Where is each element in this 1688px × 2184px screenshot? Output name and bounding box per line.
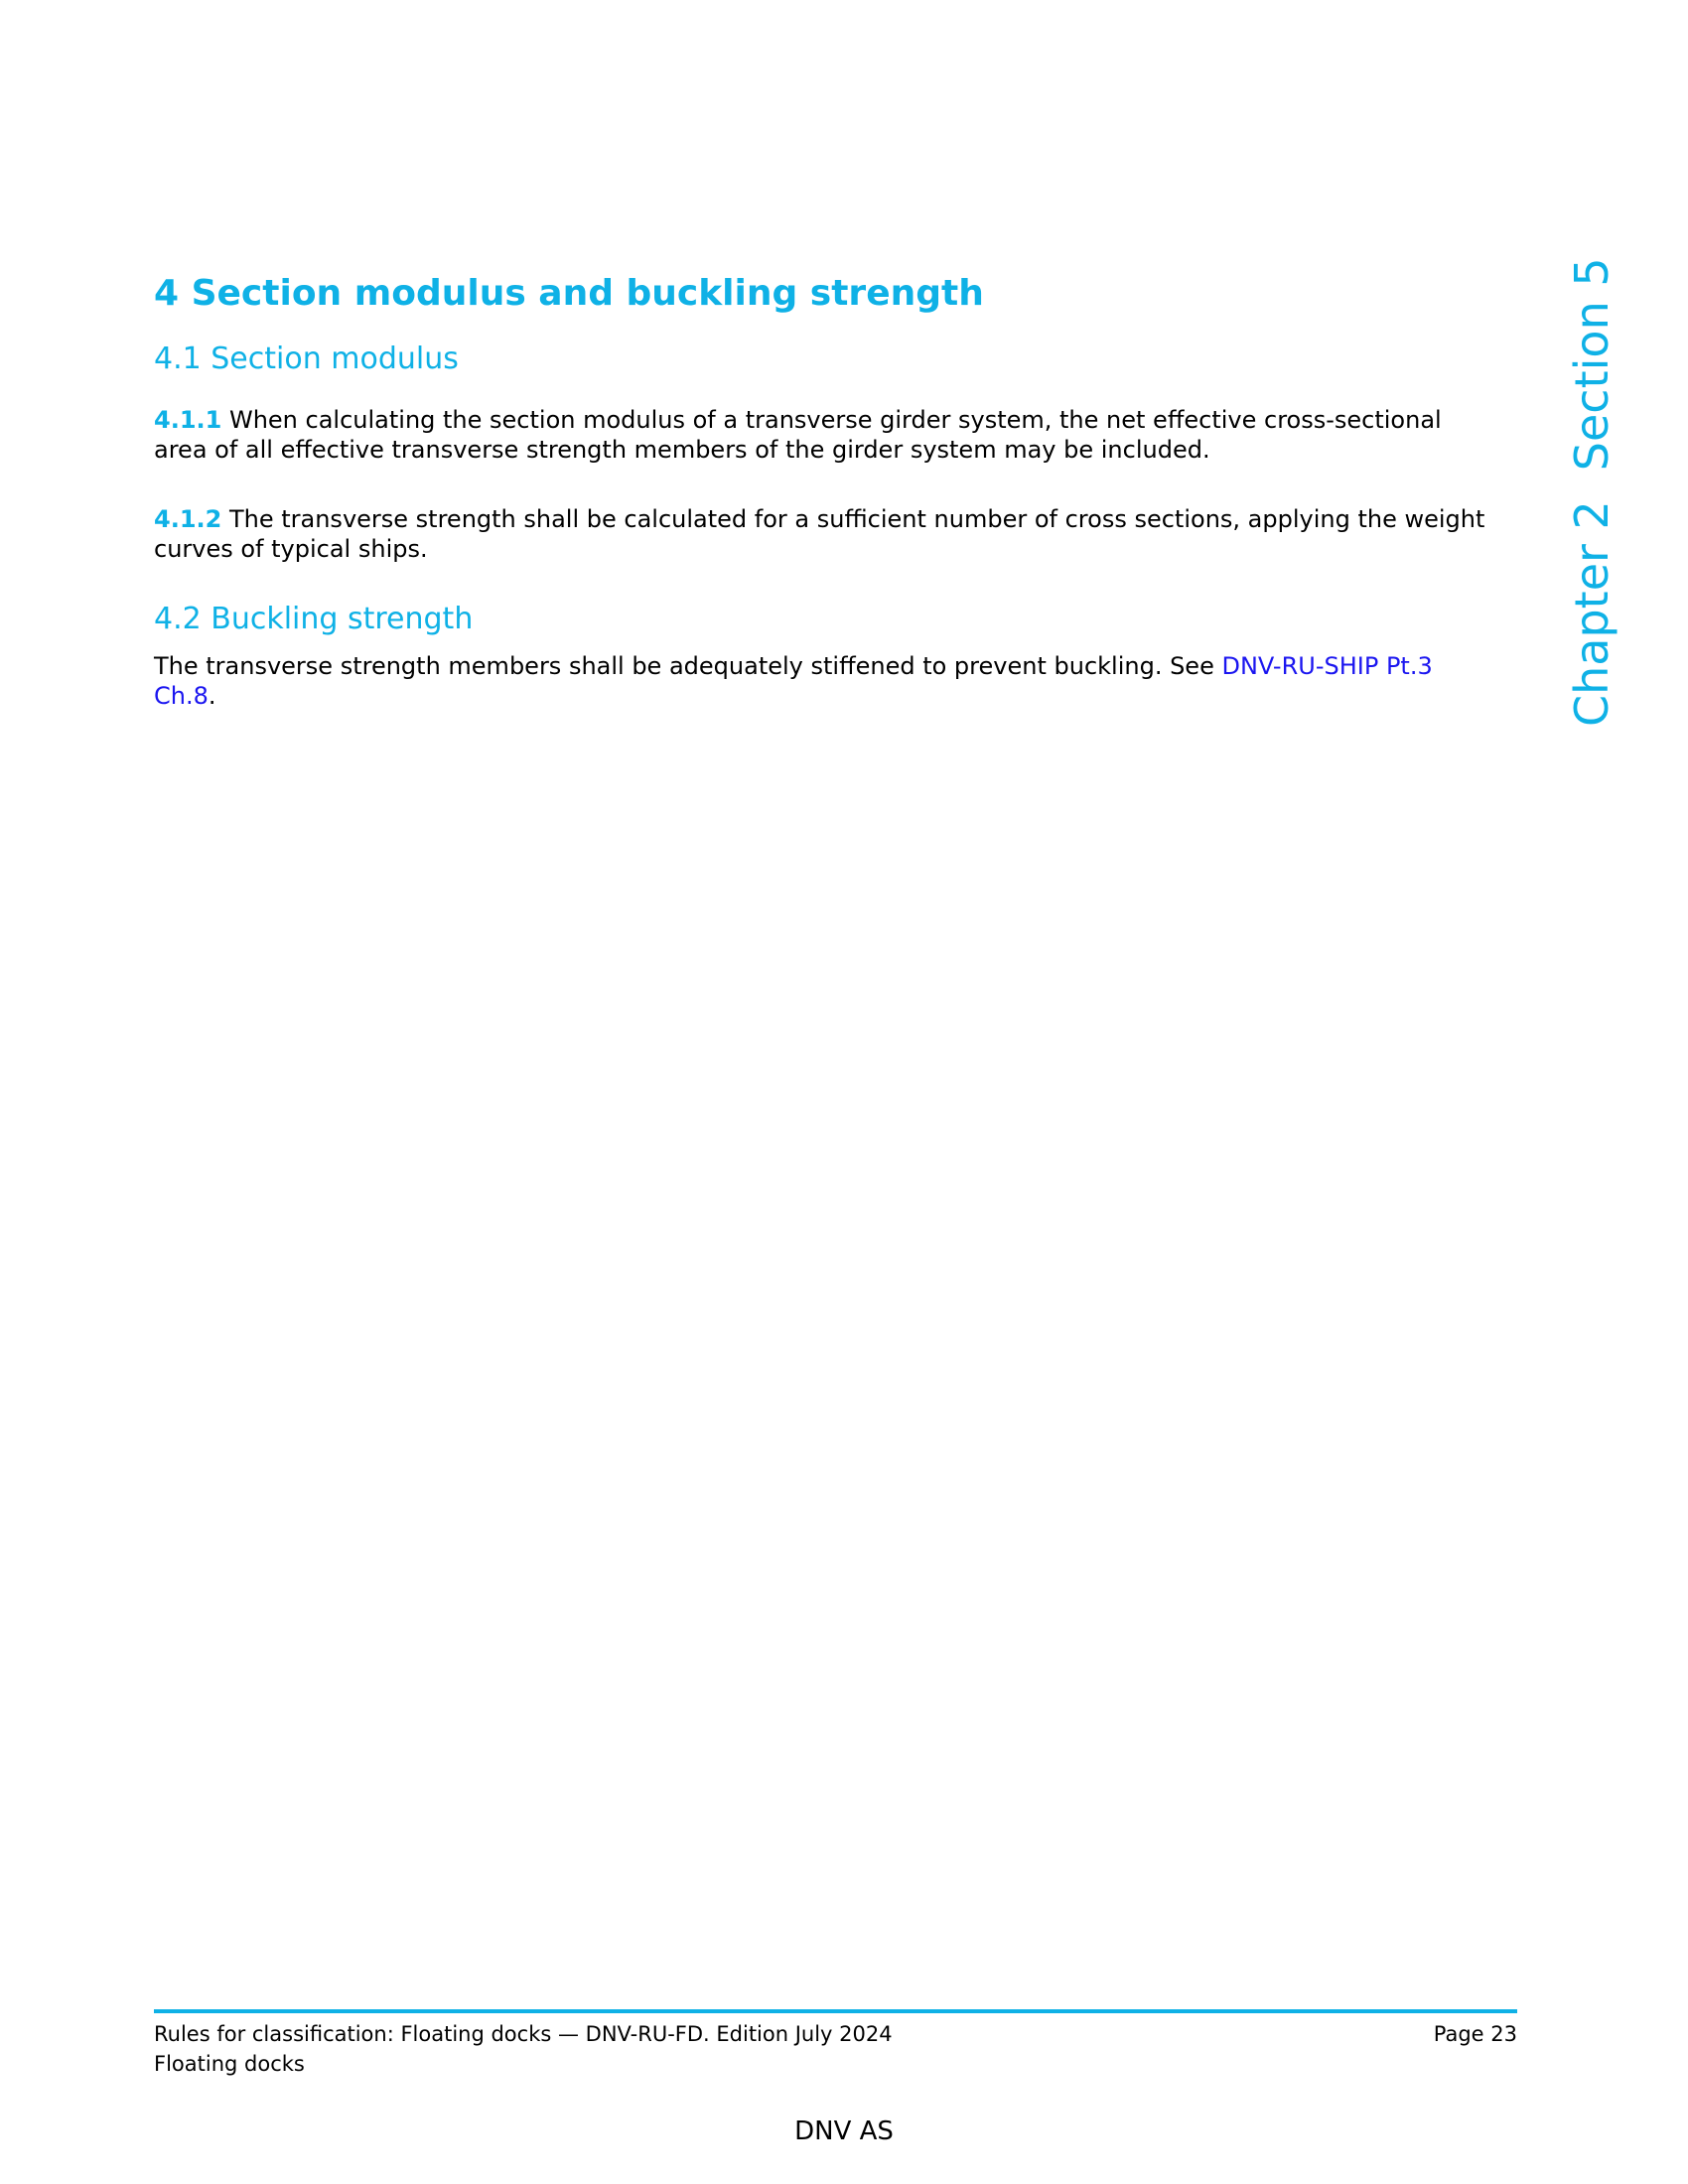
clause-number: 4.1.2 bbox=[154, 505, 222, 533]
paragraph-buckling bbox=[154, 651, 1496, 711]
subsection-heading-buckling-strength: 4.2 Buckling strength bbox=[154, 602, 474, 636]
clause-number: 4.1.1 bbox=[154, 406, 222, 434]
footer-document-subtitle: Floating docks bbox=[154, 2052, 305, 2076]
footer-divider bbox=[154, 2009, 1517, 2013]
footer-document-title: Rules for classification: Floating docks — DNV-RU-FD. Edition July 2024 bbox=[154, 2022, 893, 2046]
page-number: Page 23 bbox=[1433, 2022, 1517, 2046]
chapter-section-tab bbox=[1565, 257, 1618, 727]
reference-link[interactable]: DNV-RU-SHIP Pt.3 Ch.8 bbox=[154, 652, 1433, 710]
paragraph-text: The transverse strength members shall be adequately stiffened to prevent buckling. See bbox=[154, 652, 1222, 680]
paragraph-end: . bbox=[208, 682, 216, 710]
footer-document-info bbox=[154, 2019, 893, 2079]
footer-company: DNV AS bbox=[794, 2116, 894, 2146]
chapter-label: Chapter 2 bbox=[1565, 500, 1618, 727]
section-label: Section 5 bbox=[1565, 257, 1618, 472]
paragraph-4-1-2 bbox=[154, 504, 1496, 564]
paragraph-4-1-1 bbox=[154, 405, 1496, 465]
main-content bbox=[154, 270, 1496, 711]
subsection-heading-section-modulus: 4.1 Section modulus bbox=[154, 341, 459, 376]
clause-text: The transverse strength shall be calculated for a sufficient number of cross sections, applying the weight curves of typical ships. bbox=[154, 505, 1485, 563]
clause-text: When calculating the section modulus of a transverse girder system, the net effective cross-sectional area of all effective transverse strength members of the girder system may be included. bbox=[154, 406, 1442, 464]
section-heading: 4 Section modulus and buckling strength bbox=[154, 273, 984, 314]
